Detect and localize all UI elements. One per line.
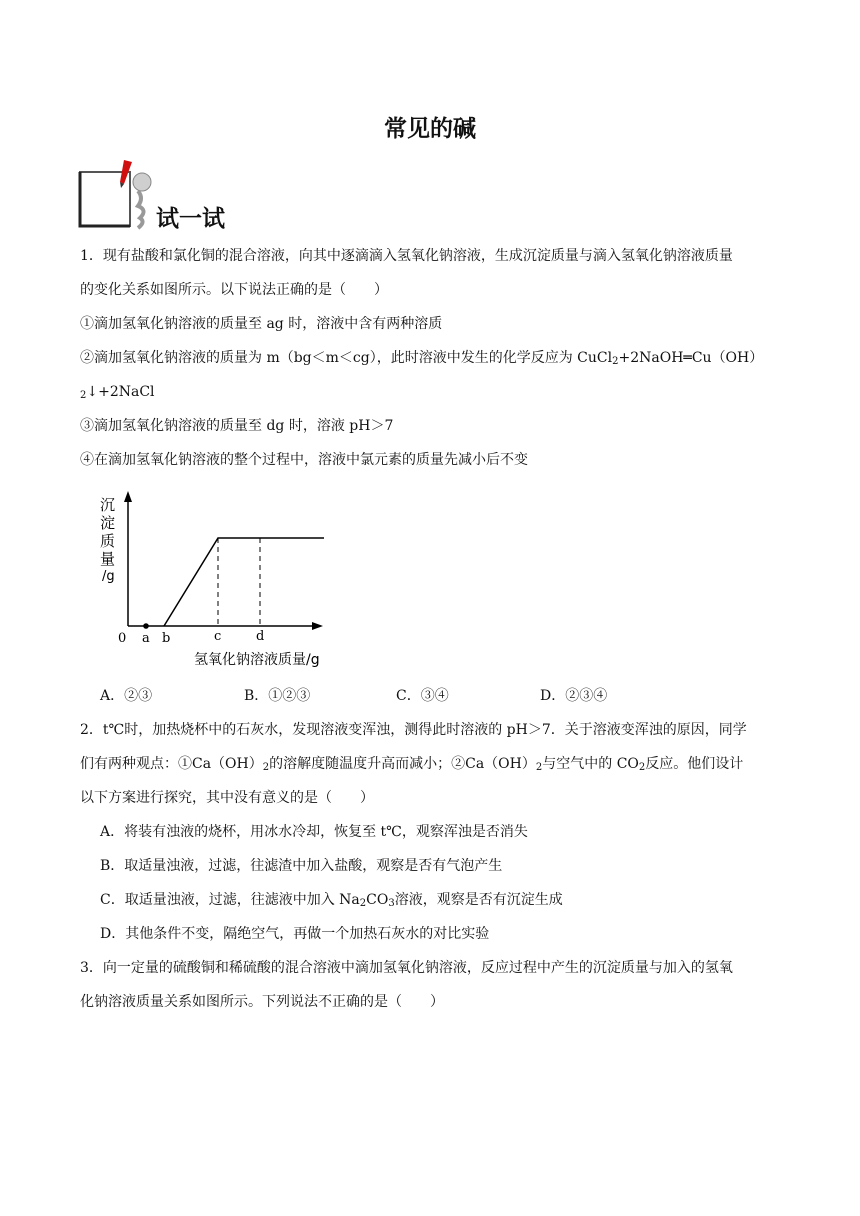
q1-option-a[interactable]: A．②③ bbox=[100, 688, 153, 704]
tick-label-a: a bbox=[142, 631, 150, 646]
q1-option-c[interactable]: C．③④ bbox=[396, 688, 449, 704]
y-axis-label-char: /g bbox=[102, 569, 115, 584]
x-axis-label: 氢氧化钠溶液质量/g bbox=[194, 652, 320, 668]
y-axis-label-char: 量 bbox=[100, 550, 116, 568]
q1-option-d[interactable]: D．②③④ bbox=[540, 688, 608, 704]
q2-stem-line1: 2．t℃时，加热烧杯中的石灰水，发现溶液变浑浊，测得此时溶液的 pH＞7．关于溶液变浑浊的原因，同学 bbox=[80, 722, 747, 738]
q1-statement-2: ②滴加氢氧化钠溶液的质量为 m（bg＜m＜cg），此时溶液中发生的化学反应为 CuCl$_2$+2NaOH═Cu（OH） bbox=[80, 350, 764, 367]
q2-option-c[interactable]: C．取适量浊液，过滤，往滤液中加入 $Na_2CO_3$溶液，观察是否有沉淀生成 bbox=[100, 892, 563, 909]
q1-statement-2-cont: $_2$↓+2NaCl bbox=[80, 384, 155, 401]
q2-option-a[interactable]: A．将装有浊液的烧杯，用冰水冷却，恢复至 t℃，观察浑浊是否消失 bbox=[100, 824, 528, 840]
q1-stem-line2: 的变化关系如图所示。以下说法正确的是（ ） bbox=[80, 282, 388, 298]
q3-stem-line2: 化钠溶液质量关系如图所示。下列说法不正确的是（ ） bbox=[80, 994, 444, 1010]
q1-stem-line1: 1．现有盐酸和氯化铜的混合溶液，向其中逐滴滴入氢氧化钠溶液，生成沉淀质量与滴入氢氧化钠溶液质量 bbox=[80, 248, 733, 264]
q1-statement-4: ④在滴加氢氧化钠溶液的整个过程中，溶液中氯元素的质量先减小后不变 bbox=[80, 452, 528, 468]
x-axis-arrow bbox=[312, 622, 323, 630]
q2-option-b[interactable]: B．取适量浊液，过滤，往滤渣中加入盐酸，观察是否有气泡产生 bbox=[100, 858, 503, 874]
tick-label-b: b bbox=[162, 631, 171, 646]
page-title: 常见的碱 bbox=[384, 116, 476, 142]
point-a bbox=[143, 623, 149, 629]
origin-label: 0 bbox=[118, 631, 127, 646]
q3-stem-line1: 3．向一定量的硫酸铜和稀硫酸的混合溶液中滴加氢氧化钠溶液，反应过程中产生的沉淀质量与加入的氢氧 bbox=[80, 960, 733, 976]
q1-statement-3: ③滴加氢氧化钠溶液的质量至 dg 时，溶液 pH＞7 bbox=[80, 418, 394, 434]
q2-stem-line2: 们有两种观点：$①Ca(OH)_2$的溶解度随温度升高而减小；$②Ca(OH)_2$与空气中的 $CO_2$反应。他们设计 bbox=[80, 756, 744, 773]
q1-option-b[interactable]: B．①②③ bbox=[244, 688, 311, 704]
q2-stem-line3: 以下方案进行探究，其中没有意义的是（ ） bbox=[80, 790, 374, 806]
pencil-figure-icon bbox=[78, 158, 158, 230]
y-axis-label-char: 沉 bbox=[100, 496, 116, 514]
tick-label-d: d bbox=[256, 629, 265, 644]
precipitate-curve bbox=[164, 538, 324, 626]
q1-statement-1: ①滴加氢氧化钠溶液的质量至 ag 时，溶液中含有两种溶质 bbox=[80, 316, 443, 332]
y-axis-label-char: 质 bbox=[100, 532, 116, 550]
y-axis-label-char: 淀 bbox=[100, 514, 116, 532]
precipitate-graph bbox=[90, 488, 360, 673]
y-axis-arrow bbox=[124, 491, 132, 502]
q2-option-d[interactable]: D．其他条件不变，隔绝空气，再做一个加热石灰水的对比实验 bbox=[100, 926, 490, 942]
section-title: 试一试 bbox=[156, 206, 225, 232]
tick-label-c: c bbox=[214, 629, 222, 644]
